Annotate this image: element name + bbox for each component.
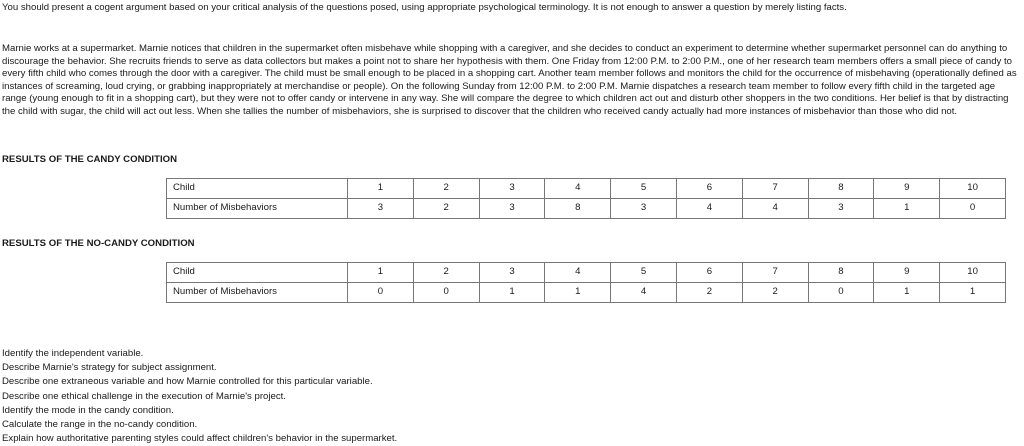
misbehavior-cell: 3 [611, 199, 677, 219]
misbehavior-cell: 0 [808, 283, 874, 303]
child-cell: 5 [611, 263, 677, 283]
row-label: Child [167, 179, 348, 199]
child-cell: 3 [479, 179, 545, 199]
child-cell: 8 [808, 263, 874, 283]
question-item: Explain how authoritative parenting styles could affect children's behavior in the supermarket. [2, 433, 398, 445]
child-cell: 9 [874, 263, 940, 283]
no-candy-results-table [166, 262, 1006, 303]
misbehavior-cell: 3 [808, 199, 874, 219]
misbehavior-cell: 4 [611, 283, 677, 303]
question-item: Describe one extraneous variable and how Marnie controlled for this particular variable. [2, 376, 373, 388]
question-list [2, 347, 397, 446]
misbehavior-cell: 2 [742, 283, 808, 303]
misbehavior-cell: 3 [348, 199, 414, 219]
question-item: Describe Marnie's strategy for subject assignment. [2, 362, 217, 374]
instructions: You should present a cogent argument based on your critical analysis of the questions posed, using appropriate psychological terminology. It is not enough to answer a question by merely listing facts. [2, 2, 847, 13]
child-cell: 9 [874, 179, 940, 199]
misbehavior-cell: 4 [742, 199, 808, 219]
misbehavior-row [167, 283, 1006, 303]
candy-results-table [166, 178, 1006, 219]
child-cell: 5 [611, 179, 677, 199]
misbehavior-cell: 4 [676, 199, 742, 219]
child-cell: 1 [348, 179, 414, 199]
row-label: Number of Misbehaviors [167, 199, 348, 219]
child-row [167, 179, 1006, 199]
misbehavior-cell: 1 [940, 283, 1006, 303]
misbehavior-cell: 1 [874, 283, 940, 303]
child-cell: 7 [742, 179, 808, 199]
child-cell: 2 [413, 263, 479, 283]
row-label: Number of Misbehaviors [167, 283, 348, 303]
no-candy-condition-heading: RESULTS OF THE NO-CANDY CONDITION [2, 238, 195, 249]
child-cell: 10 [940, 179, 1006, 199]
child-cell: 1 [348, 263, 414, 283]
child-cell: 7 [742, 263, 808, 283]
child-cell: 6 [676, 263, 742, 283]
child-cell: 3 [479, 263, 545, 283]
misbehavior-cell: 0 [348, 283, 414, 303]
question-item: Identify the independent variable. [2, 348, 144, 359]
child-cell: 8 [808, 179, 874, 199]
misbehavior-cell: 1 [874, 199, 940, 219]
misbehavior-cell: 0 [413, 283, 479, 303]
row-label: Child [167, 263, 348, 283]
misbehavior-cell: 1 [545, 283, 611, 303]
question-item: Describe one ethical challenge in the execution of Marnie's project. [2, 390, 286, 402]
child-cell: 6 [676, 179, 742, 199]
candy-condition-heading: RESULTS OF THE CANDY CONDITION [2, 154, 178, 165]
misbehavior-cell: 2 [676, 283, 742, 303]
child-cell: 4 [545, 263, 611, 283]
scenario-paragraph: Marnie works at a supermarket. Marnie notices that children in the supermarket often misbehave while shopping with a caregiver, and she decides to conduct an experiment to determine whether supermarket personnel can do anything to discourage the behavior. She recruits friends to serve as data collectors but makes a point not to share her hypothesis with them. One Friday from 12:00 P.M. to 2:00 P.M., one of her research team members offers a small piece of candy to every fifth child who comes through the door with a caregiver. The child must be small enough to be placed in a shopping cart. Another team member follows and monitors the child for the occurrence of misbehaving (operationally defined as instances of screaming, loud crying, or grabbing inappropriately at merchandise or people). On the following Sunday from 12:00 P.M. to 2:00 P.M. Marnie dispatches a research team member to follow every fifth child in the targeted age range (young enough to fit in a shopping cart), but they were not to offer candy or intervene in any way. She will compare the degree to which children act out and disturb other shoppers in the two conditions. Her belief is that by distracting the child with sugar, the child will act out less. When she tallies the number of misbehaviors, she is surprised to discover that the children who received candy actually had more instances of misbehavior than those who did not. [2, 43, 1017, 117]
question-item: Calculate the range in the no-candy condition. [2, 419, 198, 431]
misbehavior-cell: 2 [413, 199, 479, 219]
misbehavior-row [167, 199, 1006, 219]
question-item: Identify the mode in the candy condition. [2, 404, 174, 416]
misbehavior-cell: 0 [940, 199, 1006, 219]
child-cell: 2 [413, 179, 479, 199]
misbehavior-cell: 3 [479, 199, 545, 219]
misbehavior-cell: 8 [545, 199, 611, 219]
child-row [167, 263, 1006, 283]
misbehavior-cell: 1 [479, 283, 545, 303]
scenario-text [2, 43, 1020, 119]
child-cell: 10 [940, 263, 1006, 283]
child-cell: 4 [545, 179, 611, 199]
